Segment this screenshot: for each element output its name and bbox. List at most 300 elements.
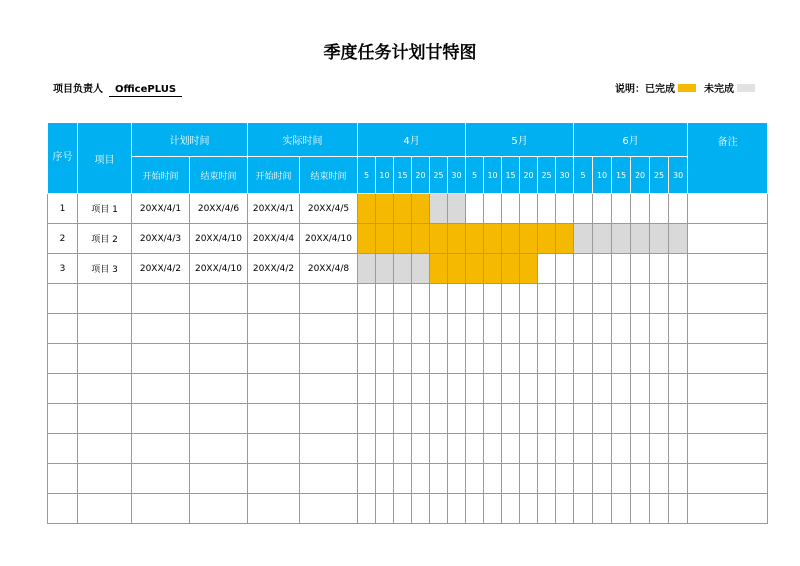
row-actual-start[interactable]: 20XX/4/4	[248, 224, 300, 254]
empty-cell[interactable]	[448, 284, 466, 314]
empty-cell[interactable]	[358, 284, 376, 314]
empty-cell[interactable]	[612, 344, 631, 374]
gantt-cell[interactable]	[650, 254, 669, 284]
row-plan-end[interactable]: 20XX/4/6	[190, 194, 248, 224]
empty-cell[interactable]	[484, 314, 502, 344]
empty-cell[interactable]	[48, 404, 78, 434]
empty-cell[interactable]	[631, 434, 650, 464]
empty-cell[interactable]	[466, 314, 484, 344]
empty-cell[interactable]	[593, 494, 612, 524]
row-actual-start[interactable]: 20XX/4/2	[248, 254, 300, 284]
gantt-cell-done[interactable]	[448, 224, 466, 254]
header-actual-start: 开始时间	[248, 157, 300, 194]
gantt-cell-done[interactable]	[412, 224, 430, 254]
empty-cell[interactable]	[520, 434, 538, 464]
row-item[interactable]: 项目 1	[78, 194, 132, 224]
empty-cell[interactable]	[430, 314, 448, 344]
header-month-april: 4月	[358, 123, 466, 157]
empty-cell[interactable]	[669, 434, 688, 464]
empty-cell[interactable]	[538, 344, 556, 374]
gantt-cell-done[interactable]	[484, 254, 502, 284]
empty-cell[interactable]	[669, 404, 688, 434]
gantt-cell[interactable]	[669, 254, 688, 284]
empty-cell[interactable]	[78, 284, 132, 314]
header-day: 15	[394, 157, 412, 194]
empty-cell[interactable]	[612, 404, 631, 434]
empty-cell[interactable]	[376, 344, 394, 374]
empty-cell[interactable]	[430, 374, 448, 404]
gantt-cell-todo[interactable]	[394, 254, 412, 284]
empty-cell[interactable]	[412, 464, 430, 494]
gantt-cell-todo[interactable]	[650, 224, 669, 254]
gantt-cell-todo[interactable]	[376, 254, 394, 284]
empty-cell[interactable]	[358, 344, 376, 374]
row-plan-start[interactable]: 20XX/4/2	[132, 254, 190, 284]
empty-cell[interactable]	[631, 404, 650, 434]
empty-cell[interactable]	[502, 284, 520, 314]
owner-name[interactable]: OfficePLUS	[109, 84, 182, 97]
empty-cell[interactable]	[556, 404, 574, 434]
empty-cell[interactable]	[484, 284, 502, 314]
empty-cell[interactable]	[300, 374, 358, 404]
gantt-cell-done[interactable]	[430, 224, 448, 254]
empty-cell[interactable]	[394, 374, 412, 404]
empty-cell[interactable]	[132, 434, 190, 464]
owner-field	[53, 80, 182, 97]
empty-cell[interactable]	[593, 344, 612, 374]
empty-cell[interactable]	[688, 464, 768, 494]
gantt-cell-done[interactable]	[502, 254, 520, 284]
gantt-cell-todo[interactable]	[669, 224, 688, 254]
gantt-cell[interactable]	[520, 194, 538, 224]
empty-cell[interactable]	[466, 464, 484, 494]
legend	[615, 80, 755, 95]
empty-cell[interactable]	[631, 314, 650, 344]
empty-cell[interactable]	[669, 464, 688, 494]
gantt-cell[interactable]	[669, 194, 688, 224]
gantt-cell-done[interactable]	[466, 254, 484, 284]
empty-cell[interactable]	[376, 494, 394, 524]
empty-cell[interactable]	[78, 464, 132, 494]
gantt-cell[interactable]	[502, 194, 520, 224]
empty-cell[interactable]	[412, 344, 430, 374]
empty-cell[interactable]	[520, 374, 538, 404]
header-day: 10	[484, 157, 502, 194]
empty-cell[interactable]	[300, 284, 358, 314]
row-plan-end[interactable]: 20XX/4/10	[190, 254, 248, 284]
row-seq[interactable]: 2	[48, 224, 78, 254]
empty-cell[interactable]	[300, 434, 358, 464]
empty-cell[interactable]	[520, 494, 538, 524]
table-row-empty	[48, 284, 768, 314]
empty-cell[interactable]	[248, 344, 300, 374]
empty-cell[interactable]	[394, 344, 412, 374]
empty-cell[interactable]	[78, 374, 132, 404]
empty-cell[interactable]	[612, 464, 631, 494]
empty-cell[interactable]	[394, 434, 412, 464]
table-row-empty	[48, 314, 768, 344]
gantt-cell-done[interactable]	[520, 224, 538, 254]
empty-cell[interactable]	[650, 344, 669, 374]
empty-cell[interactable]	[48, 464, 78, 494]
empty-cell[interactable]	[430, 494, 448, 524]
empty-cell[interactable]	[48, 344, 78, 374]
empty-cell[interactable]	[650, 434, 669, 464]
empty-cell[interactable]	[376, 464, 394, 494]
empty-cell[interactable]	[358, 314, 376, 344]
empty-cell[interactable]	[593, 464, 612, 494]
empty-cell[interactable]	[502, 374, 520, 404]
empty-cell[interactable]	[248, 434, 300, 464]
empty-cell[interactable]	[669, 344, 688, 374]
gantt-cell-done[interactable]	[358, 224, 376, 254]
gantt-table	[47, 122, 768, 524]
empty-cell[interactable]	[448, 344, 466, 374]
empty-cell[interactable]	[248, 374, 300, 404]
gantt-cell-done[interactable]	[394, 194, 412, 224]
gantt-cell-done[interactable]	[412, 194, 430, 224]
empty-cell[interactable]	[394, 464, 412, 494]
gantt-cell-done[interactable]	[556, 224, 574, 254]
gantt-cell[interactable]	[574, 194, 593, 224]
gantt-cell[interactable]	[612, 254, 631, 284]
header-day: 15	[612, 157, 631, 194]
owner-label: 项目负责人	[53, 84, 103, 95]
row-seq[interactable]: 1	[48, 194, 78, 224]
gantt-cell[interactable]	[466, 194, 484, 224]
empty-cell[interactable]	[132, 284, 190, 314]
empty-cell[interactable]	[48, 434, 78, 464]
gantt-cell-todo[interactable]	[358, 254, 376, 284]
empty-cell[interactable]	[78, 404, 132, 434]
empty-cell[interactable]	[430, 344, 448, 374]
empty-cell[interactable]	[430, 434, 448, 464]
empty-cell[interactable]	[448, 464, 466, 494]
empty-cell[interactable]	[466, 434, 484, 464]
empty-cell[interactable]	[688, 344, 768, 374]
empty-cell[interactable]	[132, 374, 190, 404]
empty-cell[interactable]	[358, 374, 376, 404]
gantt-cell-done[interactable]	[502, 224, 520, 254]
empty-cell[interactable]	[650, 404, 669, 434]
table-row-empty	[48, 344, 768, 374]
empty-cell[interactable]	[484, 374, 502, 404]
empty-cell[interactable]	[412, 374, 430, 404]
legend-done-label: 已完成	[645, 84, 675, 95]
empty-cell[interactable]	[358, 404, 376, 434]
empty-cell[interactable]	[574, 404, 593, 434]
empty-cell[interactable]	[484, 494, 502, 524]
gantt-cell-done[interactable]	[376, 224, 394, 254]
empty-cell[interactable]	[430, 464, 448, 494]
empty-cell[interactable]	[412, 314, 430, 344]
empty-cell[interactable]	[502, 464, 520, 494]
empty-cell[interactable]	[78, 494, 132, 524]
empty-cell[interactable]	[612, 314, 631, 344]
empty-cell[interactable]	[593, 374, 612, 404]
empty-cell[interactable]	[48, 284, 78, 314]
row-seq[interactable]: 3	[48, 254, 78, 284]
empty-cell[interactable]	[358, 494, 376, 524]
empty-cell[interactable]	[612, 434, 631, 464]
empty-cell[interactable]	[448, 494, 466, 524]
empty-cell[interactable]	[412, 284, 430, 314]
gantt-cell-done[interactable]	[448, 254, 466, 284]
header-day: 20	[412, 157, 430, 194]
empty-cell[interactable]	[430, 404, 448, 434]
empty-cell[interactable]	[190, 314, 248, 344]
empty-cell[interactable]	[688, 284, 768, 314]
gantt-cell-todo[interactable]	[631, 224, 650, 254]
empty-cell[interactable]	[394, 284, 412, 314]
empty-cell[interactable]	[631, 344, 650, 374]
empty-cell[interactable]	[484, 464, 502, 494]
empty-cell[interactable]	[502, 434, 520, 464]
empty-cell[interactable]	[556, 314, 574, 344]
empty-cell[interactable]	[631, 284, 650, 314]
empty-cell[interactable]	[631, 494, 650, 524]
gantt-cell[interactable]	[593, 254, 612, 284]
empty-cell[interactable]	[484, 434, 502, 464]
empty-cell[interactable]	[574, 464, 593, 494]
header-day: 20	[520, 157, 538, 194]
row-plan-start[interactable]: 20XX/4/1	[132, 194, 190, 224]
gantt-cell[interactable]	[484, 194, 502, 224]
empty-cell[interactable]	[612, 494, 631, 524]
gantt-cell-todo[interactable]	[430, 194, 448, 224]
gantt-cell-todo[interactable]	[612, 224, 631, 254]
empty-cell[interactable]	[669, 374, 688, 404]
empty-cell[interactable]	[520, 404, 538, 434]
empty-cell[interactable]	[448, 374, 466, 404]
gantt-cell[interactable]	[631, 254, 650, 284]
empty-cell[interactable]	[466, 284, 484, 314]
empty-cell[interactable]	[300, 464, 358, 494]
empty-cell[interactable]	[412, 404, 430, 434]
empty-cell[interactable]	[78, 434, 132, 464]
empty-cell[interactable]	[556, 464, 574, 494]
header-actual-end: 结束时间	[300, 157, 358, 194]
header-day: 25	[538, 157, 556, 194]
gantt-cell-done[interactable]	[394, 224, 412, 254]
empty-cell[interactable]	[132, 404, 190, 434]
empty-cell[interactable]	[48, 374, 78, 404]
empty-cell[interactable]	[502, 314, 520, 344]
empty-cell[interactable]	[612, 374, 631, 404]
empty-cell[interactable]	[376, 404, 394, 434]
empty-cell[interactable]	[593, 404, 612, 434]
empty-cell[interactable]	[556, 374, 574, 404]
empty-cell[interactable]	[190, 374, 248, 404]
empty-cell[interactable]	[376, 374, 394, 404]
gantt-cell-todo[interactable]	[412, 254, 430, 284]
empty-cell[interactable]	[593, 314, 612, 344]
empty-cell[interactable]	[631, 374, 650, 404]
empty-cell[interactable]	[538, 404, 556, 434]
legend-todo-label: 未完成	[704, 84, 734, 95]
empty-cell[interactable]	[650, 374, 669, 404]
gantt-cell-done[interactable]	[484, 224, 502, 254]
empty-cell[interactable]	[358, 464, 376, 494]
empty-cell[interactable]	[376, 284, 394, 314]
empty-cell[interactable]	[556, 344, 574, 374]
gantt-cell[interactable]	[556, 194, 574, 224]
empty-cell[interactable]	[190, 344, 248, 374]
empty-cell[interactable]	[612, 284, 631, 314]
empty-cell[interactable]	[650, 494, 669, 524]
row-notes[interactable]	[688, 254, 768, 284]
empty-cell[interactable]	[448, 404, 466, 434]
row-actual-end[interactable]: 20XX/4/5	[300, 194, 358, 224]
empty-cell[interactable]	[574, 434, 593, 464]
gantt-cell-done[interactable]	[466, 224, 484, 254]
gantt-cell-done[interactable]	[520, 254, 538, 284]
empty-cell[interactable]	[574, 284, 593, 314]
empty-cell[interactable]	[650, 314, 669, 344]
empty-cell[interactable]	[448, 314, 466, 344]
empty-cell[interactable]	[190, 464, 248, 494]
row-actual-start[interactable]: 20XX/4/1	[248, 194, 300, 224]
empty-cell[interactable]	[190, 494, 248, 524]
empty-cell[interactable]	[466, 374, 484, 404]
empty-cell[interactable]	[574, 374, 593, 404]
empty-cell[interactable]	[688, 494, 768, 524]
empty-cell[interactable]	[466, 344, 484, 374]
empty-cell[interactable]	[556, 494, 574, 524]
empty-cell[interactable]	[248, 284, 300, 314]
empty-cell[interactable]	[132, 344, 190, 374]
header-day: 15	[502, 157, 520, 194]
empty-cell[interactable]	[300, 494, 358, 524]
empty-cell[interactable]	[132, 464, 190, 494]
empty-cell[interactable]	[538, 284, 556, 314]
empty-cell[interactable]	[484, 404, 502, 434]
row-notes[interactable]	[688, 224, 768, 254]
legend-done-swatch	[678, 84, 696, 92]
empty-cell[interactable]	[502, 344, 520, 374]
empty-cell[interactable]	[412, 494, 430, 524]
empty-cell[interactable]	[688, 404, 768, 434]
empty-cell[interactable]	[448, 434, 466, 464]
row-plan-start[interactable]: 20XX/4/3	[132, 224, 190, 254]
empty-cell[interactable]	[502, 404, 520, 434]
empty-cell[interactable]	[466, 494, 484, 524]
empty-cell[interactable]	[48, 494, 78, 524]
empty-cell[interactable]	[430, 284, 448, 314]
empty-cell[interactable]	[669, 494, 688, 524]
empty-cell[interactable]	[376, 314, 394, 344]
empty-cell[interactable]	[538, 314, 556, 344]
empty-cell[interactable]	[78, 344, 132, 374]
gantt-cell[interactable]	[593, 194, 612, 224]
row-item[interactable]: 项目 2	[78, 224, 132, 254]
empty-cell[interactable]	[376, 434, 394, 464]
empty-cell[interactable]	[574, 344, 593, 374]
gantt-cell[interactable]	[556, 254, 574, 284]
empty-cell[interactable]	[394, 494, 412, 524]
empty-cell[interactable]	[394, 404, 412, 434]
row-plan-end[interactable]: 20XX/4/10	[190, 224, 248, 254]
row-actual-end[interactable]: 20XX/4/8	[300, 254, 358, 284]
empty-cell[interactable]	[412, 434, 430, 464]
empty-cell[interactable]	[190, 404, 248, 434]
empty-cell[interactable]	[248, 464, 300, 494]
empty-cell[interactable]	[574, 494, 593, 524]
row-actual-end[interactable]: 20XX/4/10	[300, 224, 358, 254]
header-day: 5	[574, 157, 593, 194]
gantt-cell[interactable]	[574, 254, 593, 284]
gantt-cell[interactable]	[612, 194, 631, 224]
empty-cell[interactable]	[300, 314, 358, 344]
empty-cell[interactable]	[688, 314, 768, 344]
empty-cell[interactable]	[248, 314, 300, 344]
row-notes[interactable]	[688, 194, 768, 224]
empty-cell[interactable]	[190, 284, 248, 314]
empty-cell[interactable]	[248, 404, 300, 434]
empty-cell[interactable]	[132, 494, 190, 524]
empty-cell[interactable]	[520, 464, 538, 494]
empty-cell[interactable]	[538, 374, 556, 404]
gantt-cell-todo[interactable]	[593, 224, 612, 254]
header-plan: 计划时间	[132, 123, 248, 157]
empty-cell[interactable]	[538, 464, 556, 494]
empty-cell[interactable]	[484, 344, 502, 374]
empty-cell[interactable]	[358, 434, 376, 464]
empty-cell[interactable]	[669, 314, 688, 344]
empty-cell[interactable]	[300, 344, 358, 374]
gantt-cell[interactable]	[538, 254, 556, 284]
empty-cell[interactable]	[631, 464, 650, 494]
empty-cell[interactable]	[502, 494, 520, 524]
gantt-cell-todo[interactable]	[448, 194, 466, 224]
empty-cell[interactable]	[48, 314, 78, 344]
gantt-cell[interactable]	[538, 194, 556, 224]
gantt-cell-todo[interactable]	[574, 224, 593, 254]
empty-cell[interactable]	[688, 434, 768, 464]
gantt-cell-done[interactable]	[430, 254, 448, 284]
gantt-cell-done[interactable]	[376, 194, 394, 224]
empty-cell[interactable]	[669, 284, 688, 314]
empty-cell[interactable]	[593, 284, 612, 314]
empty-cell[interactable]	[574, 314, 593, 344]
empty-cell[interactable]	[538, 494, 556, 524]
row-item[interactable]: 项目 3	[78, 254, 132, 284]
empty-cell[interactable]	[190, 434, 248, 464]
empty-cell[interactable]	[520, 344, 538, 374]
gantt-cell-done[interactable]	[538, 224, 556, 254]
empty-cell[interactable]	[650, 284, 669, 314]
empty-cell[interactable]	[538, 434, 556, 464]
empty-cell[interactable]	[394, 314, 412, 344]
empty-cell[interactable]	[300, 404, 358, 434]
empty-cell[interactable]	[650, 464, 669, 494]
empty-cell[interactable]	[466, 404, 484, 434]
gantt-cell[interactable]	[650, 194, 669, 224]
header-day: 10	[593, 157, 612, 194]
empty-cell[interactable]	[593, 434, 612, 464]
empty-cell[interactable]	[520, 314, 538, 344]
empty-cell[interactable]	[78, 314, 132, 344]
empty-cell[interactable]	[248, 494, 300, 524]
gantt-cell-done[interactable]	[358, 194, 376, 224]
empty-cell[interactable]	[520, 284, 538, 314]
empty-cell[interactable]	[556, 284, 574, 314]
empty-cell[interactable]	[556, 434, 574, 464]
empty-cell[interactable]	[132, 314, 190, 344]
header-month-june: 6月	[574, 123, 688, 157]
empty-cell[interactable]	[688, 374, 768, 404]
gantt-cell[interactable]	[631, 194, 650, 224]
